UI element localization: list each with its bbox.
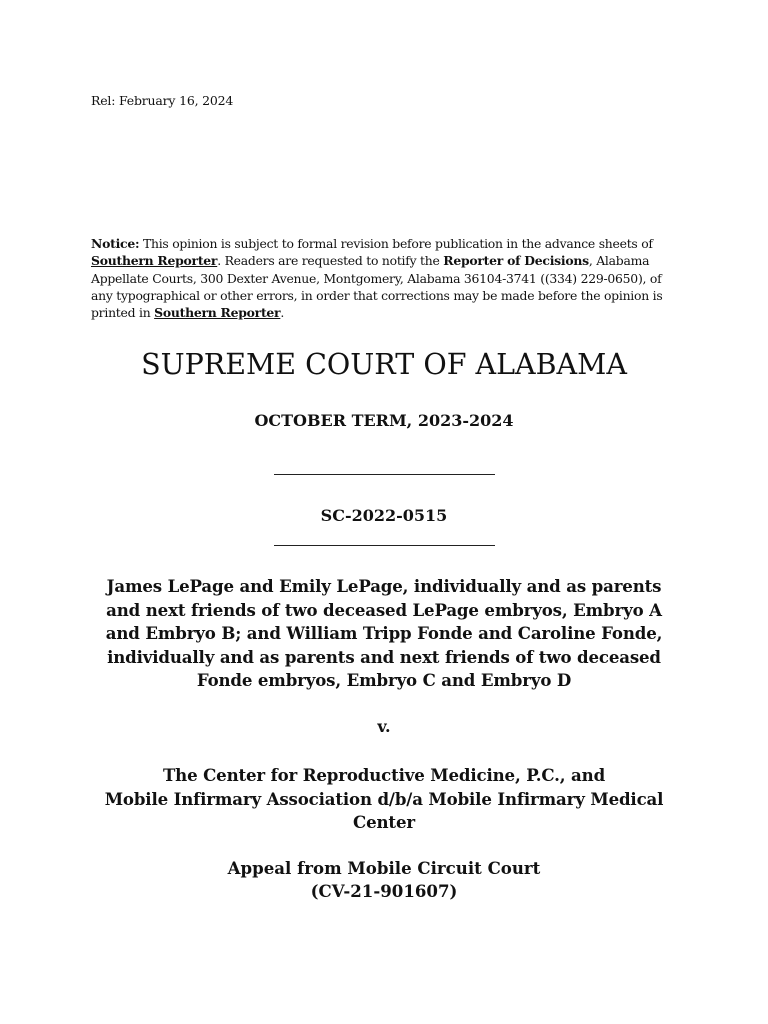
appellants-line: and Embryo B; and William Tripp Fonde and Caroline Fonde, [105, 623, 663, 644]
divider-top [274, 474, 495, 475]
appellees-line: Center [353, 812, 415, 833]
southern-reporter-ref-2: Southern Reporter [154, 305, 281, 321]
notice-label: Notice: [91, 236, 140, 251]
appellants-line: James LePage and Emily LePage, individually and as parents [106, 576, 662, 596]
lower-court-case-number: (CV-21-901607) [310, 881, 458, 901]
case-number: SC-2022-0515 [320, 506, 448, 525]
appellees-block [84, 764, 684, 835]
appeal-source: Appeal from Mobile Circuit Court [227, 858, 541, 878]
notice-text-1: This opinion is subject to formal revision before publication in the advance sheets of [139, 236, 653, 251]
term-heading: OCTOBER TERM, 2023-2024 [254, 411, 514, 430]
reporter-of-decisions: Reporter of Decisions [443, 253, 589, 269]
appellants-line: Fonde embryos, Embryo C and Embryo D [196, 670, 572, 691]
appellees-line: The Center for Reproductive Medicine, P.C., and [162, 765, 606, 785]
notice-text-4: . [280, 305, 285, 321]
appellees-line: Mobile Infirmary Association d/b/a Mobile Infirmary Medical [104, 788, 664, 809]
appellants-line: and next friends of two deceased LePage embryos, Embryo A [106, 599, 662, 620]
court-name-heading: SUPREME COURT OF ALABAMA [141, 348, 627, 381]
appeal-info [0, 857, 768, 903]
divider-bottom [274, 545, 495, 546]
notice-paragraph [91, 235, 681, 321]
appellants-line: individually and as parents and next friends of two deceased [107, 646, 661, 667]
release-date: Rel: February 16, 2024 [91, 93, 234, 108]
southern-reporter-ref-1: Southern Reporter [91, 253, 218, 269]
versus-label: v. [377, 717, 391, 736]
notice-text-2: . Readers are requested to notify the [217, 253, 444, 269]
notice-text-3: , Alabama Appellate Courts, 300 Dexter Avenue, Montgomery, Alabama 36104-3741 ((334) 229-0650), of any typographical or other errors, in order that corrections may be made before the opinion is printed in [91, 253, 663, 321]
appellants-block [84, 575, 684, 693]
